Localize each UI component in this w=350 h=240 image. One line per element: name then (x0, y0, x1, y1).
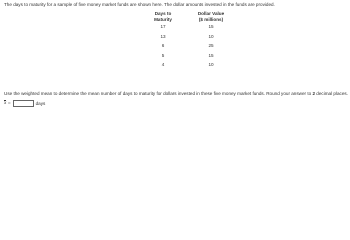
value-cell: 15 (208, 24, 214, 30)
xbar-symbol: x (4, 100, 7, 106)
equals-sign: = (7, 100, 11, 106)
days-cell: 4 (161, 62, 165, 68)
instruction-before: Use the weighted mean to determine the mean number of days to maturity for dollars invested in these five money market funds. Round your answer to (4, 91, 313, 96)
table-row (136, 51, 232, 61)
value-cell: 15 (208, 52, 214, 58)
header-value-line1: Dollar Value (197, 11, 225, 16)
instruction-after: decimal places. (315, 91, 348, 96)
problem-intro: The days to maturity for a sample of five money market funds are shown here. The dollar amounts invested in the funds are provided. (4, 2, 275, 7)
value-cell: 10 (208, 33, 214, 39)
days-cell: 17 (160, 24, 166, 30)
days-cell: 13 (160, 33, 166, 39)
instruction-text (4, 91, 348, 97)
table-header (136, 11, 232, 22)
table-row (136, 22, 232, 32)
answer-unit: days (35, 100, 46, 106)
decimal-places: 2 (312, 91, 316, 96)
table-row (136, 41, 232, 51)
days-cell: 5 (161, 52, 165, 58)
header-value (190, 11, 232, 22)
value-cell: 10 (208, 62, 214, 68)
header-value-line2: ($ millions) (198, 16, 224, 22)
data-table (136, 11, 232, 70)
table-row (136, 32, 232, 42)
table-row (136, 60, 232, 70)
value-cell: 25 (208, 43, 214, 49)
header-days-line1: Days to (154, 11, 172, 16)
header-days-line2: Maturity (154, 16, 172, 22)
answer-row (4, 100, 45, 107)
header-days (136, 11, 190, 22)
answer-input[interactable] (13, 100, 34, 107)
days-cell: 6 (161, 43, 165, 49)
